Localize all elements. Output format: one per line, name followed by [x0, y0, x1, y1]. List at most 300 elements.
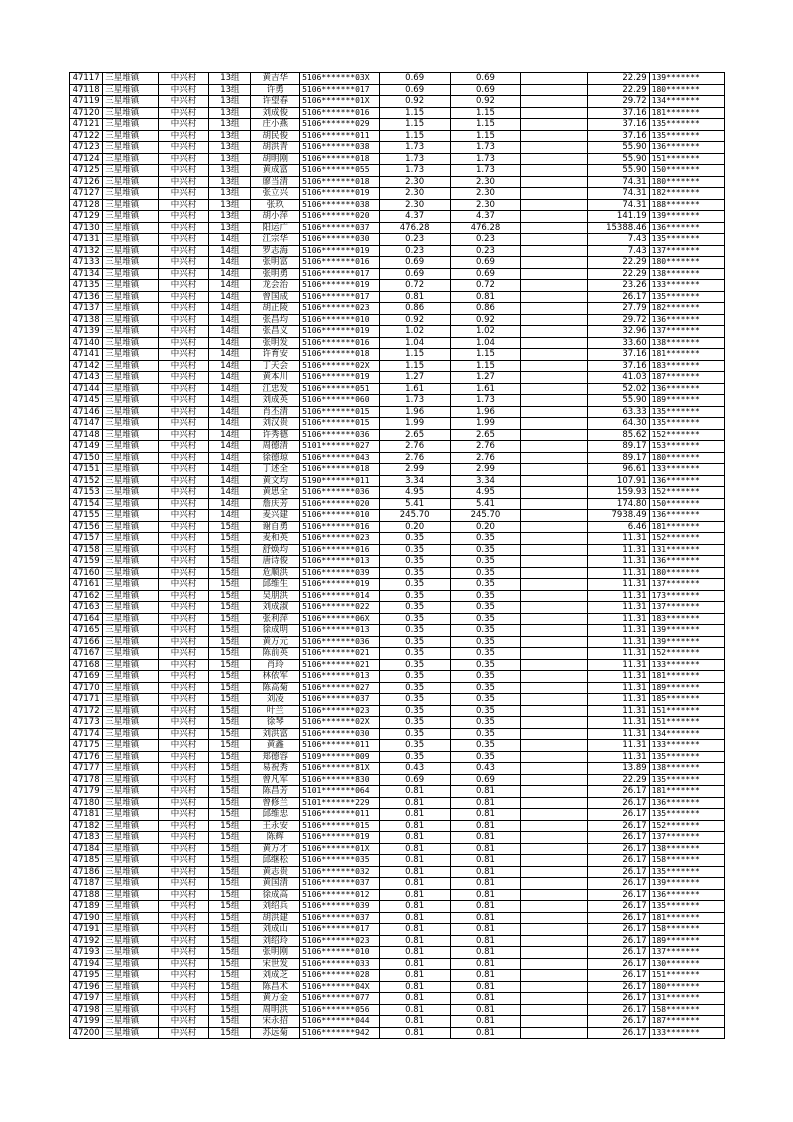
cell-group: 14组: [209, 326, 251, 338]
cell-group: 15组: [209, 556, 251, 568]
cell-name: 张昌均: [251, 314, 300, 326]
cell-name: 唐诗俊: [251, 556, 300, 568]
cell-blank: [521, 441, 587, 453]
cell-phone: 138*******: [649, 843, 724, 855]
table-row: [70, 636, 725, 648]
table-row: [70, 855, 725, 867]
cell-id: 47150: [70, 452, 103, 464]
cell-idno: 5101*******027: [300, 441, 380, 453]
table-body: [70, 73, 725, 1039]
cell-area1: 1.73: [379, 165, 450, 177]
cell-amount: 26.17: [587, 981, 649, 993]
cell-amount: 26.17: [587, 1016, 649, 1028]
cell-area1: 0.81: [379, 809, 450, 821]
cell-area2: 0.81: [450, 855, 521, 867]
cell-town: 三星堆镇: [103, 786, 158, 798]
cell-group: 14组: [209, 291, 251, 303]
cell-town: 三星堆镇: [103, 314, 158, 326]
cell-phone: 137*******: [649, 947, 724, 959]
table-row: [70, 740, 725, 752]
cell-group: 15组: [209, 774, 251, 786]
cell-village: 中兴村: [158, 153, 209, 165]
cell-id: 47181: [70, 809, 103, 821]
cell-blank: [521, 751, 587, 763]
cell-amount: 22.29: [587, 73, 649, 85]
cell-name: 胡小萍: [251, 211, 300, 223]
cell-idno: 5106*******015: [300, 820, 380, 832]
table-row: [70, 832, 725, 844]
cell-amount: 7938.49: [587, 510, 649, 522]
cell-area1: 0.81: [379, 901, 450, 913]
cell-village: 中兴村: [158, 429, 209, 441]
cell-group: 15组: [209, 579, 251, 591]
cell-area2: 0.81: [450, 843, 521, 855]
cell-area1: 2.65: [379, 429, 450, 441]
cell-town: 三星堆镇: [103, 395, 158, 407]
cell-phone: 189*******: [649, 682, 724, 694]
cell-area2: 0.81: [450, 947, 521, 959]
cell-phone: 130*******: [649, 958, 724, 970]
cell-town: 三星堆镇: [103, 142, 158, 154]
cell-amount: 37.16: [587, 360, 649, 372]
cell-phone: 133*******: [649, 1027, 724, 1039]
cell-village: 中兴村: [158, 682, 209, 694]
cell-phone: 189*******: [649, 935, 724, 947]
cell-name: 肖玲: [251, 659, 300, 671]
cell-area1: 0.81: [379, 797, 450, 809]
cell-area1: 1.15: [379, 360, 450, 372]
cell-amount: 55.90: [587, 395, 649, 407]
cell-phone: 180*******: [649, 452, 724, 464]
cell-group: 14组: [209, 510, 251, 522]
cell-village: 中兴村: [158, 475, 209, 487]
cell-group: 15组: [209, 1004, 251, 1016]
cell-area2: 0.81: [450, 924, 521, 936]
table-row: [70, 889, 725, 901]
cell-idno: 5106*******017: [300, 268, 380, 280]
cell-town: 三星堆镇: [103, 487, 158, 499]
cell-phone: 135*******: [649, 809, 724, 821]
cell-group: 15组: [209, 705, 251, 717]
records-table: [69, 72, 725, 1039]
cell-blank: [521, 671, 587, 683]
table-row: [70, 314, 725, 326]
cell-name: 罗志海: [251, 245, 300, 257]
cell-amount: 26.17: [587, 820, 649, 832]
cell-phone: 136*******: [649, 889, 724, 901]
cell-idno: 5106*******017: [300, 291, 380, 303]
cell-town: 三星堆镇: [103, 107, 158, 119]
cell-name: 陈昌术: [251, 981, 300, 993]
cell-area2: 0.35: [450, 717, 521, 729]
cell-id: 47163: [70, 602, 103, 614]
cell-village: 中兴村: [158, 107, 209, 119]
cell-town: 三星堆镇: [103, 993, 158, 1005]
cell-id: 47132: [70, 245, 103, 257]
cell-area1: 1.15: [379, 107, 450, 119]
cell-name: 危顺洪: [251, 567, 300, 579]
cell-idno: 5106*******039: [300, 567, 380, 579]
cell-area1: 0.35: [379, 751, 450, 763]
cell-phone: 136*******: [649, 797, 724, 809]
table-row: [70, 73, 725, 85]
cell-id: 47198: [70, 1004, 103, 1016]
cell-amount: 23.26: [587, 280, 649, 292]
cell-area1: 0.92: [379, 314, 450, 326]
cell-village: 中兴村: [158, 314, 209, 326]
cell-phone: 135*******: [649, 866, 724, 878]
cell-phone: 173*******: [649, 590, 724, 602]
table-row: [70, 395, 725, 407]
cell-phone: 181*******: [649, 912, 724, 924]
cell-idno: 5106*******039: [300, 901, 380, 913]
cell-name: 陈前英: [251, 648, 300, 660]
cell-amount: 89.17: [587, 441, 649, 453]
cell-amount: 11.31: [587, 544, 649, 556]
cell-idno: 5106*******028: [300, 970, 380, 982]
table-row: [70, 763, 725, 775]
cell-area2: 0.81: [450, 878, 521, 890]
cell-village: 中兴村: [158, 993, 209, 1005]
cell-blank: [521, 855, 587, 867]
cell-group: 15组: [209, 590, 251, 602]
cell-town: 三星堆镇: [103, 280, 158, 292]
cell-area1: 0.35: [379, 671, 450, 683]
cell-idno: 5106*******017: [300, 84, 380, 96]
table-row: [70, 188, 725, 200]
cell-group: 13组: [209, 84, 251, 96]
table-row: [70, 981, 725, 993]
cell-area1: 1.27: [379, 372, 450, 384]
cell-group: 13组: [209, 119, 251, 131]
cell-village: 中兴村: [158, 935, 209, 947]
cell-area2: 0.81: [450, 866, 521, 878]
cell-area1: 0.81: [379, 958, 450, 970]
cell-blank: [521, 1016, 587, 1028]
cell-area2: 1.99: [450, 418, 521, 430]
cell-amount: 11.31: [587, 751, 649, 763]
cell-town: 三星堆镇: [103, 958, 158, 970]
table-row: [70, 648, 725, 660]
cell-blank: [521, 981, 587, 993]
cell-area2: 1.04: [450, 337, 521, 349]
cell-area1: 0.69: [379, 84, 450, 96]
cell-phone: 150*******: [649, 498, 724, 510]
cell-group: 14组: [209, 280, 251, 292]
cell-idno: 5106*******01X: [300, 96, 380, 108]
cell-name: 徐琴: [251, 717, 300, 729]
cell-blank: [521, 912, 587, 924]
cell-id: 47134: [70, 268, 103, 280]
cell-amount: 26.17: [587, 866, 649, 878]
cell-id: 47131: [70, 234, 103, 246]
cell-area2: 0.35: [450, 533, 521, 545]
cell-id: 47167: [70, 648, 103, 660]
cell-area1: 0.35: [379, 625, 450, 637]
cell-name: 邱维生: [251, 579, 300, 591]
cell-idno: 5106*******06X: [300, 613, 380, 625]
cell-area2: 0.81: [450, 935, 521, 947]
cell-name: 许育安: [251, 349, 300, 361]
cell-phone: 151*******: [649, 153, 724, 165]
table-row: [70, 360, 725, 372]
cell-id: 47158: [70, 544, 103, 556]
cell-name: 苏远菊: [251, 1027, 300, 1039]
cell-idno: 5106*******016: [300, 521, 380, 533]
cell-blank: [521, 303, 587, 315]
cell-name: 曾国成: [251, 291, 300, 303]
cell-area2: 4.95: [450, 487, 521, 499]
cell-area2: 1.73: [450, 142, 521, 154]
cell-village: 中兴村: [158, 981, 209, 993]
cell-id: 47173: [70, 717, 103, 729]
cell-group: 15组: [209, 694, 251, 706]
table-row: [70, 579, 725, 591]
cell-area2: 0.35: [450, 544, 521, 556]
cell-area2: 1.73: [450, 153, 521, 165]
cell-amount: 55.90: [587, 165, 649, 177]
cell-amount: 26.17: [587, 924, 649, 936]
cell-id: 47148: [70, 429, 103, 441]
cell-amount: 11.31: [587, 579, 649, 591]
cell-id: 47139: [70, 326, 103, 338]
cell-idno: 5106*******019: [300, 280, 380, 292]
cell-blank: [521, 866, 587, 878]
cell-amount: 11.31: [587, 694, 649, 706]
cell-name: 黄思全: [251, 487, 300, 499]
cell-group: 15组: [209, 958, 251, 970]
cell-area2: 0.35: [450, 556, 521, 568]
cell-blank: [521, 659, 587, 671]
cell-idno: 5106*******023: [300, 533, 380, 545]
table-row: [70, 613, 725, 625]
cell-amount: 37.16: [587, 119, 649, 131]
cell-village: 中兴村: [158, 165, 209, 177]
cell-idno: 5106*******044: [300, 1016, 380, 1028]
cell-idno: 5106*******830: [300, 774, 380, 786]
cell-id: 47192: [70, 935, 103, 947]
table-row: [70, 682, 725, 694]
table-row: [70, 199, 725, 211]
cell-phone: 136*******: [649, 556, 724, 568]
cell-id: 47193: [70, 947, 103, 959]
cell-area2: 2.99: [450, 464, 521, 476]
cell-idno: 5106*******030: [300, 728, 380, 740]
cell-village: 中兴村: [158, 452, 209, 464]
cell-amount: 26.17: [587, 843, 649, 855]
cell-town: 三星堆镇: [103, 165, 158, 177]
cell-name: 刘成英: [251, 395, 300, 407]
cell-idno: 5106*******018: [300, 464, 380, 476]
cell-blank: [521, 360, 587, 372]
cell-amount: 26.17: [587, 1027, 649, 1039]
cell-blank: [521, 682, 587, 694]
cell-amount: 26.17: [587, 970, 649, 982]
table-row: [70, 487, 725, 499]
cell-town: 三星堆镇: [103, 372, 158, 384]
cell-village: 中兴村: [158, 211, 209, 223]
cell-area1: 0.86: [379, 303, 450, 315]
cell-town: 三星堆镇: [103, 809, 158, 821]
cell-amount: 159.93: [587, 487, 649, 499]
cell-phone: 135*******: [649, 418, 724, 430]
cell-phone: 136*******: [649, 222, 724, 234]
table-row: [70, 257, 725, 269]
cell-area2: 2.30: [450, 176, 521, 188]
cell-id: 47170: [70, 682, 103, 694]
cell-area2: 0.35: [450, 636, 521, 648]
cell-amount: 11.31: [587, 682, 649, 694]
cell-phone: 138*******: [649, 268, 724, 280]
cell-idno: 5106*******019: [300, 579, 380, 591]
cell-idno: 5106*******013: [300, 556, 380, 568]
cell-group: 15组: [209, 912, 251, 924]
cell-amount: 26.17: [587, 912, 649, 924]
cell-phone: 137*******: [649, 326, 724, 338]
cell-amount: 11.31: [587, 625, 649, 637]
cell-id: 47129: [70, 211, 103, 223]
table-row: [70, 993, 725, 1005]
cell-name: 江宗华: [251, 234, 300, 246]
table-row: [70, 866, 725, 878]
cell-group: 15组: [209, 1016, 251, 1028]
cell-group: 15组: [209, 648, 251, 660]
cell-group: 15组: [209, 636, 251, 648]
cell-blank: [521, 924, 587, 936]
cell-area1: 2.30: [379, 176, 450, 188]
cell-amount: 26.17: [587, 832, 649, 844]
cell-blank: [521, 119, 587, 131]
table-row: [70, 303, 725, 315]
cell-blank: [521, 176, 587, 188]
cell-town: 三星堆镇: [103, 901, 158, 913]
cell-village: 中兴村: [158, 889, 209, 901]
cell-blank: [521, 257, 587, 269]
cell-id: 47197: [70, 993, 103, 1005]
cell-idno: 5106*******017: [300, 924, 380, 936]
cell-idno: 5106*******011: [300, 740, 380, 752]
cell-name: 张明富: [251, 257, 300, 269]
cell-phone: 135*******: [649, 774, 724, 786]
cell-town: 三星堆镇: [103, 832, 158, 844]
cell-village: 中兴村: [158, 1004, 209, 1016]
cell-amount: 11.31: [587, 728, 649, 740]
cell-town: 三星堆镇: [103, 648, 158, 660]
cell-area2: 476.28: [450, 222, 521, 234]
cell-town: 三星堆镇: [103, 199, 158, 211]
cell-name: 张玖: [251, 199, 300, 211]
cell-group: 15组: [209, 671, 251, 683]
cell-id: 47127: [70, 188, 103, 200]
cell-phone: 151*******: [649, 717, 724, 729]
cell-town: 三星堆镇: [103, 211, 158, 223]
cell-id: 47174: [70, 728, 103, 740]
cell-phone: 136*******: [649, 510, 724, 522]
cell-phone: 135*******: [649, 119, 724, 131]
cell-town: 三星堆镇: [103, 659, 158, 671]
cell-blank: [521, 73, 587, 85]
table-row: [70, 337, 725, 349]
cell-idno: 5106*******036: [300, 636, 380, 648]
cell-village: 中兴村: [158, 567, 209, 579]
cell-id: 47162: [70, 590, 103, 602]
cell-town: 三星堆镇: [103, 889, 158, 901]
cell-village: 中兴村: [158, 257, 209, 269]
cell-village: 中兴村: [158, 970, 209, 982]
cell-id: 47141: [70, 349, 103, 361]
cell-id: 47155: [70, 510, 103, 522]
cell-town: 三星堆镇: [103, 878, 158, 890]
cell-town: 三星堆镇: [103, 590, 158, 602]
cell-area2: 1.15: [450, 349, 521, 361]
cell-town: 三星堆镇: [103, 981, 158, 993]
cell-village: 中兴村: [158, 740, 209, 752]
cell-amount: 11.31: [587, 602, 649, 614]
cell-phone: 136*******: [649, 475, 724, 487]
cell-village: 中兴村: [158, 337, 209, 349]
cell-town: 三星堆镇: [103, 452, 158, 464]
cell-idno: 5106*******021: [300, 648, 380, 660]
cell-area1: 4.95: [379, 487, 450, 499]
cell-amount: 26.17: [587, 878, 649, 890]
cell-phone: 137*******: [649, 245, 724, 257]
cell-phone: 152*******: [649, 429, 724, 441]
cell-group: 15组: [209, 740, 251, 752]
cell-area1: 0.35: [379, 659, 450, 671]
cell-group: 13组: [209, 176, 251, 188]
cell-blank: [521, 947, 587, 959]
cell-amount: 26.17: [587, 958, 649, 970]
table-row: [70, 1016, 725, 1028]
cell-town: 三星堆镇: [103, 188, 158, 200]
cell-phone: 158*******: [649, 855, 724, 867]
cell-area1: 2.30: [379, 199, 450, 211]
cell-name: 廖当清: [251, 176, 300, 188]
cell-blank: [521, 337, 587, 349]
table-row: [70, 211, 725, 223]
table-row: [70, 245, 725, 257]
cell-town: 三星堆镇: [103, 602, 158, 614]
cell-blank: [521, 84, 587, 96]
cell-blank: [521, 464, 587, 476]
cell-idno: 5106*******019: [300, 326, 380, 338]
table-row: [70, 84, 725, 96]
table-row: [70, 234, 725, 246]
table-row: [70, 728, 725, 740]
cell-phone: 187*******: [649, 372, 724, 384]
cell-town: 三星堆镇: [103, 855, 158, 867]
cell-blank: [521, 567, 587, 579]
cell-area1: 0.81: [379, 855, 450, 867]
cell-group: 15组: [209, 993, 251, 1005]
cell-amount: 55.90: [587, 142, 649, 154]
cell-phone: 135*******: [649, 406, 724, 418]
cell-town: 三星堆镇: [103, 820, 158, 832]
cell-id: 47126: [70, 176, 103, 188]
cell-area2: 2.65: [450, 429, 521, 441]
cell-idno: 5106*******022: [300, 602, 380, 614]
cell-idno: 5106*******019: [300, 832, 380, 844]
cell-group: 15组: [209, 981, 251, 993]
cell-area2: 0.35: [450, 625, 521, 637]
cell-amount: 13.89: [587, 763, 649, 775]
cell-idno: 5106*******033: [300, 958, 380, 970]
cell-idno: 5106*******021: [300, 659, 380, 671]
cell-village: 中兴村: [158, 544, 209, 556]
cell-area2: 0.81: [450, 820, 521, 832]
cell-area1: 0.35: [379, 533, 450, 545]
cell-id: 47125: [70, 165, 103, 177]
